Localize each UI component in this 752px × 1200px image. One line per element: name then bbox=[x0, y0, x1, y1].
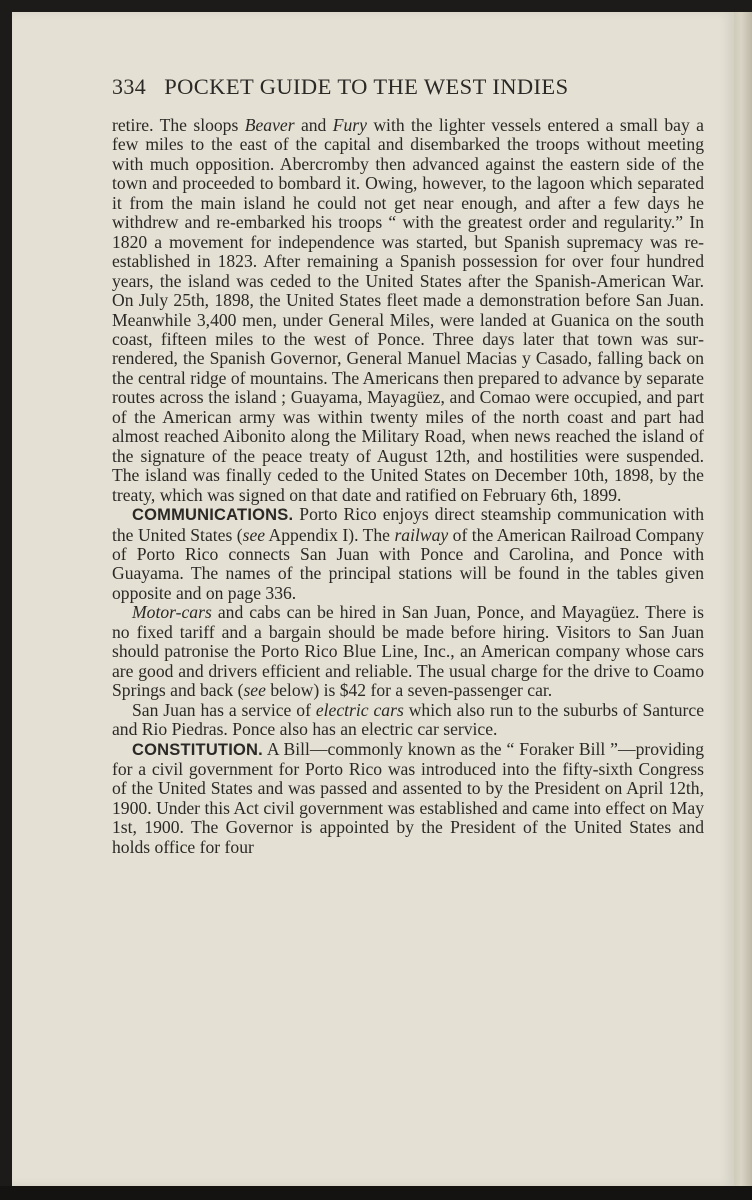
text-run: and cabs can be hired in San Juan, Ponce, and Mayagüez. There is no fixed tariff and a bargain should be made before hiring. Visitors to San Juan should patronise the Porto Rico Blue Line, Inc., an American company whose cars are good and drivers efficient and reliable. The usual charge for the drive to Coamo Springs and back ( bbox=[112, 602, 704, 701]
running-title: POCKET GUIDE TO THE WEST INDIES bbox=[164, 74, 569, 99]
text-run: A Bill—commonly known as the “ Foraker Bill ”—providing for a civil government for Porto Rico was introduced into the fifty-sixth Congress of the United States and was passed and assented to by the President on April 12th, 1900. Under this Act civil government was established and came into effect on May 1st, 1900. The Governor is appointed by the President of the United States and holds office for four bbox=[112, 738, 704, 857]
text-run: Appendix I). The bbox=[265, 524, 395, 545]
italic-run: electric cars bbox=[315, 699, 404, 720]
paragraph-communications bbox=[112, 505, 704, 603]
text-run: and bbox=[294, 115, 333, 135]
section-heading-communications: COMMUNICATIONS. bbox=[132, 506, 294, 525]
text-run: retire. The sloops bbox=[112, 115, 245, 135]
page-edges bbox=[734, 12, 752, 1188]
text-run: San Juan has a service of bbox=[132, 699, 316, 720]
page-number: 334 bbox=[112, 74, 147, 99]
page-content bbox=[112, 74, 704, 857]
paragraph-electric-cars bbox=[112, 701, 704, 740]
paragraph-history bbox=[112, 116, 704, 505]
italic-run: railway bbox=[394, 524, 449, 545]
text-run: of the American Railroad Company of Porto Rico connects San Juan with Ponce and Carolina, and Ponce with Guayama. The names of the principal stations will be found in the tables given opposite and on page 336. bbox=[112, 524, 704, 603]
scan-border bbox=[0, 1186, 752, 1200]
text-run: Porto Rico enjoys direct steamship communication with the United States ( bbox=[112, 504, 704, 545]
section-heading-constitution: CONSTITUTION. bbox=[132, 740, 263, 759]
text-run: which also run to the suburbs of Santurce and Rio Piedras. Ponce also has an electric car service. bbox=[112, 699, 705, 740]
text-run: with the lighter vessels entered a small bay a few miles to the east of the capital and disembarked the troops without meeting with much opposition. Abercromby then advanced against the eastern side of the town and proceeded to bombard it. Owing, however, to the lagoon which separated it from the main island he could not get near enough, and after a few days he withdrew and re-embarked his troops “ with the greatest order and regularity.” In 1820 a movement for independence was started, but Spanish supremacy was re-established in 1823. After remaining a Spanish possession for over four hundred years, the island was ceded to the United States after the Spanish-American War. On July 25th, 1898, the United States fleet made a demonstration before San Juan. Meanwhile 3,400 men, under General Miles, were landed at Guanica on the south coast, fifteen miles to the west of Ponce. Three days later that town was surrendered, the Spanish Governor, General Manuel Macias y Casado, falling back on the central ridge of mountains. The Americans then prepared to advance by separate routes across the island ; Guayama, Mayagüez, and Comao were occupied, and part of the American army was within twenty miles of the north coast and part had almost reached Aibonito along the Military Road, when news reached the island of the signature of the peace treaty of August 12th, and hostilities were suspended. The island was finally ceded to the United States on December 10th, 1898, by the treaty, which was signed on that date and ratified on February 6th, 1899. bbox=[112, 115, 704, 505]
italic-run: Fury bbox=[332, 115, 367, 135]
italic-run: Beaver bbox=[244, 115, 295, 135]
text-run: below) is $42 for a seven-passenger car. bbox=[265, 680, 553, 701]
paragraph-motor-cars bbox=[112, 603, 704, 700]
italic-run: see bbox=[243, 680, 266, 701]
italic-run: Motor-cars bbox=[132, 602, 212, 623]
italic-run: see bbox=[242, 524, 266, 545]
running-header bbox=[112, 74, 704, 108]
paragraph-constitution bbox=[112, 740, 704, 858]
